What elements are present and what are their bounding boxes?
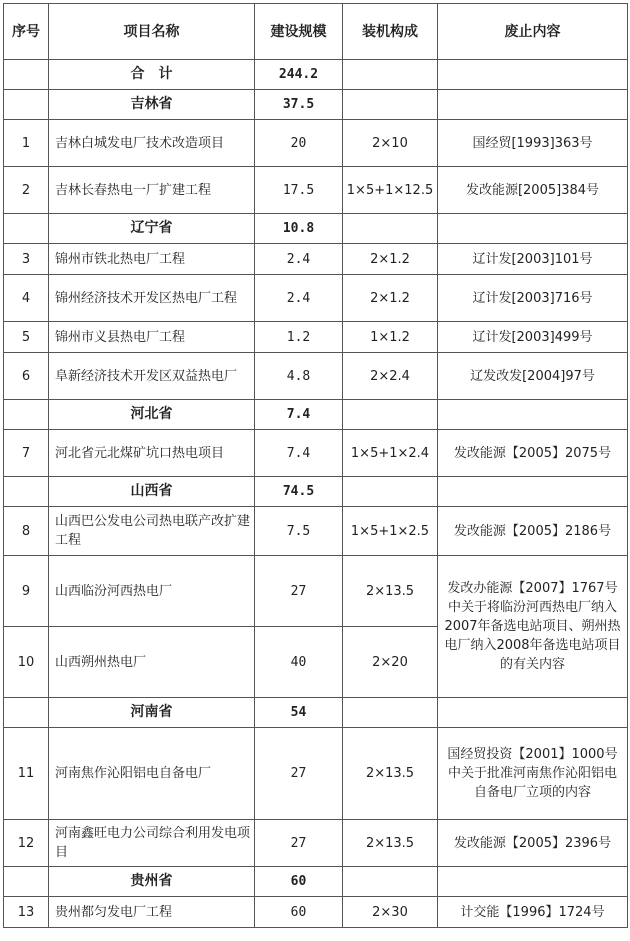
province-row (4, 214, 628, 244)
row-units: 2×2.4 (343, 353, 438, 400)
row-scale: 2.4 (255, 244, 343, 275)
row-cancel: 计交能【1996】1724号 (438, 897, 628, 928)
row-name: 山西巴公发电公司热电联产改扩建工程 (49, 507, 255, 556)
table-row (4, 507, 628, 556)
row-seq: 4 (4, 275, 49, 322)
table-row (4, 275, 628, 322)
row-seq: 11 (4, 728, 49, 820)
row-seq: 12 (4, 820, 49, 867)
row-seq: 2 (4, 167, 49, 214)
province-name: 河北省 (49, 400, 255, 430)
table-row (4, 556, 628, 627)
row-seq: 6 (4, 353, 49, 400)
row-scale: 4.8 (255, 353, 343, 400)
row-units: 2×13.5 (343, 820, 438, 867)
row-cancel: 发改办能源【2007】1767号中关于将临汾河西热电厂纳入2007年备选电站项目、朔州热电厂纳入2008年备选电站项目的有关内容 (438, 556, 628, 698)
table-row (4, 244, 628, 275)
header-units: 装机构成 (343, 4, 438, 60)
row-seq: 5 (4, 322, 49, 353)
table-row (4, 120, 628, 167)
row-seq: 7 (4, 430, 49, 477)
row-cancel: 国经贸[1993]363号 (438, 120, 628, 167)
row-units: 1×5+1×12.5 (343, 167, 438, 214)
header-cancel: 废止内容 (438, 4, 628, 60)
row-name: 锦州经济技术开发区热电厂工程 (49, 275, 255, 322)
province-name: 河南省 (49, 698, 255, 728)
table-row (4, 322, 628, 353)
province-scale: 10.8 (255, 214, 343, 244)
row-units: 1×1.2 (343, 322, 438, 353)
row-name: 吉林长春热电一厂扩建工程 (49, 167, 255, 214)
row-name: 山西临汾河西热电厂 (49, 556, 255, 627)
province-name: 山西省 (49, 477, 255, 507)
row-scale: 17.5 (255, 167, 343, 214)
table-row (4, 167, 628, 214)
row-scale: 7.5 (255, 507, 343, 556)
province-row (4, 90, 628, 120)
province-name: 吉林省 (49, 90, 255, 120)
province-scale: 54 (255, 698, 343, 728)
table-row (4, 728, 628, 820)
province-name: 辽宁省 (49, 214, 255, 244)
row-name: 锦州市义县热电厂工程 (49, 322, 255, 353)
row-cancel: 辽计发[2003]101号 (438, 244, 628, 275)
row-cancel: 国经贸投资【2001】1000号中关于批准河南焦作沁阳铝电自备电厂立项的内容 (438, 728, 628, 820)
province-scale: 74.5 (255, 477, 343, 507)
province-name: 贵州省 (49, 867, 255, 897)
row-cancel: 辽发改发[2004]97号 (438, 353, 628, 400)
row-cancel: 发改能源【2005】2396号 (438, 820, 628, 867)
row-units: 2×20 (343, 627, 438, 698)
province-scale: 60 (255, 867, 343, 897)
row-cancel: 发改能源[2005]384号 (438, 167, 628, 214)
row-name: 锦州市铁北热电厂工程 (49, 244, 255, 275)
row-scale: 1.2 (255, 322, 343, 353)
row-cancel: 发改能源【2005】2186号 (438, 507, 628, 556)
row-scale: 2.4 (255, 275, 343, 322)
header-seq: 序号 (4, 4, 49, 60)
row-name: 阜新经济技术开发区双益热电厂 (49, 353, 255, 400)
row-name: 河北省元北煤矿坑口热电项目 (49, 430, 255, 477)
row-seq: 13 (4, 897, 49, 928)
province-row (4, 867, 628, 897)
row-units: 2×1.2 (343, 275, 438, 322)
province-row (4, 477, 628, 507)
row-units: 1×5+1×2.5 (343, 507, 438, 556)
row-scale: 27 (255, 728, 343, 820)
row-seq: 1 (4, 120, 49, 167)
total-label: 合 计 (49, 60, 255, 90)
province-scale: 37.5 (255, 90, 343, 120)
row-seq: 8 (4, 507, 49, 556)
row-units: 2×1.2 (343, 244, 438, 275)
row-units: 2×13.5 (343, 556, 438, 627)
cancelled-projects-table (3, 3, 628, 928)
row-name: 贵州都匀发电厂工程 (49, 897, 255, 928)
row-scale: 20 (255, 120, 343, 167)
province-scale: 7.4 (255, 400, 343, 430)
header-name: 项目名称 (49, 4, 255, 60)
row-units: 2×10 (343, 120, 438, 167)
row-cancel: 发改能源【2005】2075号 (438, 430, 628, 477)
row-name: 河南焦作沁阳铝电自备电厂 (49, 728, 255, 820)
row-name: 吉林白城发电厂技术改造项目 (49, 120, 255, 167)
row-cancel: 辽计发[2003]499号 (438, 322, 628, 353)
header-row (4, 4, 628, 60)
row-units: 1×5+1×2.4 (343, 430, 438, 477)
row-scale: 7.4 (255, 430, 343, 477)
header-scale: 建设规模 (255, 4, 343, 60)
row-name: 山西朔州热电厂 (49, 627, 255, 698)
row-name: 河南鑫旺电力公司综合利用发电项目 (49, 820, 255, 867)
total-row (4, 60, 628, 90)
row-seq: 3 (4, 244, 49, 275)
table-row (4, 820, 628, 867)
row-scale: 40 (255, 627, 343, 698)
province-row (4, 400, 628, 430)
row-seq: 9 (4, 556, 49, 627)
total-scale: 244.2 (255, 60, 343, 90)
row-scale: 27 (255, 556, 343, 627)
row-scale: 60 (255, 897, 343, 928)
row-units: 2×13.5 (343, 728, 438, 820)
province-row (4, 698, 628, 728)
row-units: 2×30 (343, 897, 438, 928)
row-scale: 27 (255, 820, 343, 867)
row-seq: 10 (4, 627, 49, 698)
row-cancel: 辽计发[2003]716号 (438, 275, 628, 322)
table-row (4, 897, 628, 928)
table-row (4, 353, 628, 400)
table-row (4, 430, 628, 477)
